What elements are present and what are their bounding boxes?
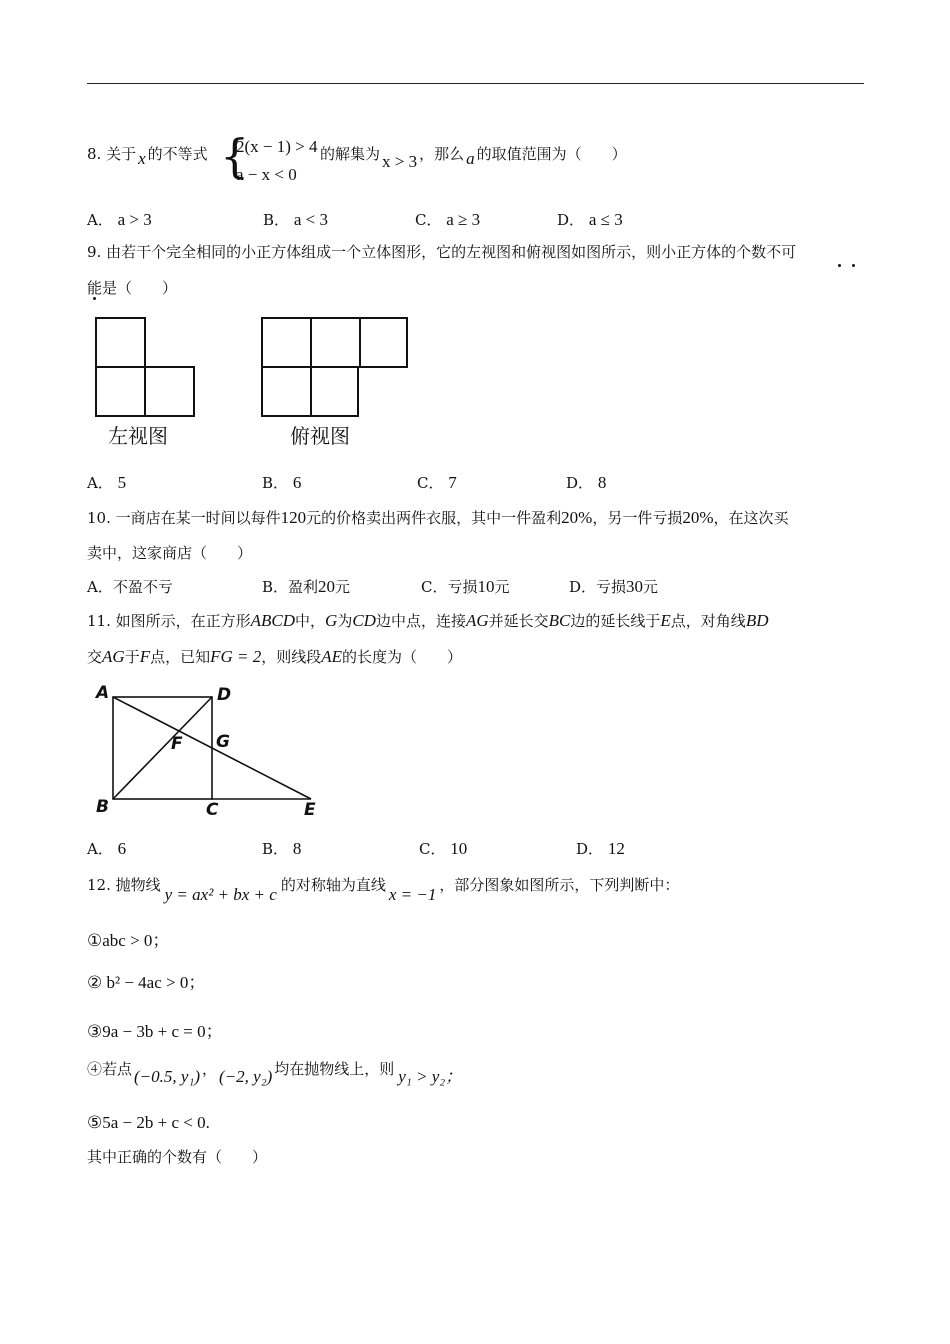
- label-f: F: [171, 734, 183, 754]
- label-a: A: [96, 683, 110, 703]
- label-b: B: [96, 797, 109, 817]
- q12-stem: 12. 抛物线 y = ax² + bx + c 的对称轴为直线 x = −1 ，部分图象如图所示，下列判断中：: [87, 876, 680, 904]
- diagonal-bd: [113, 697, 212, 799]
- q11-option-b[interactable]: B． 8: [262, 839, 302, 858]
- q9-stem-line1: 9. 由若干个完全相同的小正方体组成一个立体图形，它的左视图和俯视图如图所示，则小正方体的个数不可: [87, 243, 797, 261]
- q12-statement-4: ④若点 (−0.5, y₁) ， (−2, y₂) 均在抛物线上，则 y₁ > y₂；: [87, 1060, 463, 1086]
- q10-option-d[interactable]: D．亏损30元: [569, 577, 659, 596]
- q11-square-figure: [88, 680, 338, 825]
- q10-option-a[interactable]: A．不盈不亏: [87, 578, 173, 596]
- label-c: C: [206, 800, 219, 820]
- q8-option-a[interactable]: A． a > 3: [87, 210, 152, 229]
- q12-statement-2: ② b² − 4ac > 0；: [87, 973, 206, 992]
- q8-option-c[interactable]: C． a ≥ 3: [415, 210, 481, 229]
- q9-stem-line2: 能是（ ）: [87, 279, 178, 297]
- q11-option-d[interactable]: D． 12: [576, 839, 625, 858]
- q12-question: 其中正确的个数有（ ）: [87, 1148, 268, 1166]
- emphasis-dot: [93, 297, 96, 300]
- emphasis-dot: [852, 264, 855, 267]
- q10-stem-line2: 卖中，这家商店（ ）: [87, 544, 253, 562]
- left-view-label: 左视图: [108, 424, 168, 448]
- q9-figure: [90, 312, 420, 452]
- system-brace: {: [220, 129, 250, 183]
- q8-ineq2: a − x < 0: [236, 165, 297, 184]
- header-rule: [87, 83, 864, 84]
- q10-option-c[interactable]: C．亏损10元: [421, 577, 510, 596]
- q12-statement-1: ①abc > 0；: [87, 931, 170, 950]
- label-e: E: [304, 800, 316, 820]
- q11-option-c[interactable]: C． 10: [419, 839, 468, 858]
- q9-option-a[interactable]: A． 5: [87, 473, 127, 492]
- q8-option-b[interactable]: B． a < 3: [263, 210, 328, 229]
- q9-option-b[interactable]: B． 6: [262, 473, 302, 492]
- q9-option-c[interactable]: C． 7: [417, 473, 457, 492]
- q8-option-d[interactable]: D． a ≤ 3: [557, 210, 623, 229]
- label-d: D: [217, 685, 232, 705]
- label-g: G: [216, 732, 230, 752]
- q12-statement-3: ③9a − 3b + c = 0；: [87, 1022, 223, 1041]
- q11-stem-line1: 11. 如图所示，在正方形ABCD中，G为CD边中点，连接AG并延长交BC边的延长线于E点，对角线BD: [87, 611, 769, 630]
- top-view: [262, 318, 407, 416]
- q9-option-d[interactable]: D． 8: [566, 473, 607, 492]
- q8-stem-2: 的解集为 x > 3 ，那么 a 的取值范围为（ ）: [320, 145, 627, 171]
- left-view: [96, 318, 194, 416]
- emphasis-dot: [838, 264, 841, 267]
- q8-ineq1: 2(x − 1) > 4: [236, 137, 318, 156]
- q10-stem-line1: 10. 一商店在某一时间以每件120元的价格卖出两件衣服，其中一件盈利20%，另一件亏损20%，在这次买: [87, 508, 789, 527]
- q11-option-a[interactable]: A． 6: [87, 839, 127, 858]
- q8-stem: 8. 关于 x 的不等式: [87, 145, 208, 168]
- q11-stem-line2: 交AG于F点，已知FG = 2，则线段AE的长度为（ ）: [87, 647, 463, 666]
- top-view-label: 俯视图: [290, 424, 350, 448]
- q12-statement-5: ⑤5a − 2b + c < 0.: [87, 1113, 210, 1132]
- q10-option-b[interactable]: B．盈利20元: [262, 577, 351, 596]
